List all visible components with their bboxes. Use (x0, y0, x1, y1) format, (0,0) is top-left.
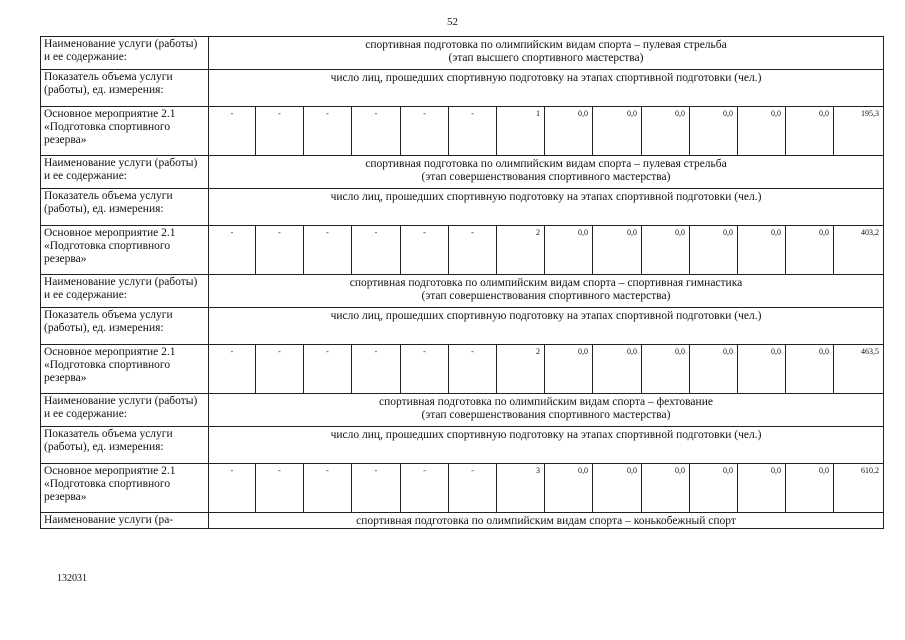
value-cell: 0,0 (593, 226, 642, 275)
value-cell: 1 (497, 107, 545, 156)
indicator-text: число лиц, прошедших спортивную подготовку на этапах спортивной подготовки (чел.) (209, 308, 884, 345)
service-name-label: Наименование услуги (работы) и ее содержание: (41, 394, 209, 427)
value-cell: 0,0 (545, 226, 593, 275)
value-cell: - (352, 345, 401, 394)
service-description (209, 156, 884, 189)
value-cell: - (256, 226, 304, 275)
main-event-label: Основное мероприятие 2.1 «Подготовка спортивного резерва» (41, 464, 209, 513)
event-row (41, 107, 884, 156)
value-cell: 0,0 (545, 107, 593, 156)
value-cell: 0,0 (690, 464, 738, 513)
value-cell: 0,0 (545, 464, 593, 513)
service-row (41, 156, 884, 189)
value-cell: 0,0 (690, 345, 738, 394)
total-cell: 195,3 (834, 107, 884, 156)
indicator-text: число лиц, прошедших спортивную подготовку на этапах спортивной подготовки (чел.) (209, 189, 884, 226)
value-cell: 0,0 (786, 345, 834, 394)
service-title: спортивная подготовка по олимпийским видам спорта – конькобежный спорт (209, 513, 884, 529)
value-cell: 0,0 (738, 464, 786, 513)
indicator-text: число лиц, прошедших спортивную подготовку на этапах спортивной подготовки (чел.) (209, 70, 884, 107)
value-cell: 0,0 (593, 464, 642, 513)
value-cell: - (209, 226, 256, 275)
event-row (41, 464, 884, 513)
service-row (41, 513, 884, 529)
value-cell: 0,0 (690, 107, 738, 156)
value-cell: - (401, 464, 449, 513)
indicator-label: Показатель объема услуги (работы), ед. измерения: (41, 308, 209, 345)
page-number: 52 (447, 16, 458, 28)
service-title: спортивная подготовка по олимпийским видам спорта – фехтование (379, 396, 713, 408)
value-cell: 0,0 (690, 226, 738, 275)
service-name-label: Наименование услуги (работы) и ее содержание: (41, 37, 209, 70)
total-cell: 403,2 (834, 226, 884, 275)
value-cell: - (256, 345, 304, 394)
service-title: спортивная подготовка по олимпийским видам спорта – пулевая стрельба (365, 158, 727, 170)
value-cell: - (304, 464, 352, 513)
value-cell: - (304, 226, 352, 275)
value-cell: - (304, 107, 352, 156)
budget-table (40, 36, 884, 529)
service-stage: (этап совершенствования спортивного мастерства) (421, 290, 671, 302)
indicator-label: Показатель объема услуги (работы), ед. измерения: (41, 427, 209, 464)
total-cell: 610,2 (834, 464, 884, 513)
service-row (41, 394, 884, 427)
value-cell: 0,0 (786, 107, 834, 156)
indicator-row (41, 427, 884, 464)
main-event-label: Основное мероприятие 2.1 «Подготовка спортивного резерва» (41, 345, 209, 394)
value-cell: - (209, 345, 256, 394)
service-stage: (этап совершенствования спортивного мастерства) (421, 171, 671, 183)
service-title: спортивная подготовка по олимпийским видам спорта – пулевая стрельба (365, 39, 727, 51)
indicator-row (41, 70, 884, 107)
service-stage: (этап высшего спортивного мастерства) (448, 52, 644, 64)
indicator-text: число лиц, прошедших спортивную подготовку на этапах спортивной подготовки (чел.) (209, 427, 884, 464)
service-description (209, 37, 884, 70)
value-cell: - (352, 226, 401, 275)
value-cell: 0,0 (642, 464, 690, 513)
service-title: спортивная подготовка по олимпийским видам спорта – спортивная гимнастика (349, 277, 743, 289)
indicator-row (41, 308, 884, 345)
value-cell: - (449, 226, 497, 275)
value-cell: - (401, 226, 449, 275)
document-code: 132031 (57, 573, 87, 584)
service-stage: (этап совершенствования спортивного мастерства) (421, 409, 671, 421)
indicator-label: Показатель объема услуги (работы), ед. измерения: (41, 70, 209, 107)
value-cell: 0,0 (738, 226, 786, 275)
value-cell: 0,0 (593, 345, 642, 394)
value-cell: - (256, 464, 304, 513)
service-row (41, 275, 884, 308)
value-cell: 0,0 (738, 107, 786, 156)
main-event-label: Основное мероприятие 2.1 «Подготовка спортивного резерва» (41, 107, 209, 156)
value-cell: 0,0 (593, 107, 642, 156)
value-cell: - (209, 107, 256, 156)
event-row (41, 345, 884, 394)
value-cell: - (449, 107, 497, 156)
service-description (209, 275, 884, 308)
value-cell: - (401, 107, 449, 156)
total-cell: 463,5 (834, 345, 884, 394)
indicator-row (41, 189, 884, 226)
value-cell: 0,0 (738, 345, 786, 394)
value-cell: 0,0 (786, 464, 834, 513)
value-cell: - (352, 107, 401, 156)
service-name-label: Наименование услуги (работы) и ее содержание: (41, 156, 209, 189)
value-cell: - (449, 464, 497, 513)
service-description (209, 394, 884, 427)
value-cell: 0,0 (642, 226, 690, 275)
service-name-label: Наименование услуги (ра- (41, 513, 209, 529)
service-name-label: Наименование услуги (работы) и ее содержание: (41, 275, 209, 308)
value-cell: 0,0 (786, 226, 834, 275)
value-cell: - (304, 345, 352, 394)
value-cell: 0,0 (545, 345, 593, 394)
indicator-label: Показатель объема услуги (работы), ед. измерения: (41, 189, 209, 226)
value-cell: 2 (497, 345, 545, 394)
value-cell: - (352, 464, 401, 513)
value-cell: - (209, 464, 256, 513)
value-cell: - (256, 107, 304, 156)
value-cell: - (401, 345, 449, 394)
value-cell: 2 (497, 226, 545, 275)
value-cell: - (449, 345, 497, 394)
value-cell: 0,0 (642, 107, 690, 156)
service-row (41, 37, 884, 70)
main-event-label: Основное мероприятие 2.1 «Подготовка спортивного резерва» (41, 226, 209, 275)
value-cell: 0,0 (642, 345, 690, 394)
event-row (41, 226, 884, 275)
value-cell: 3 (497, 464, 545, 513)
